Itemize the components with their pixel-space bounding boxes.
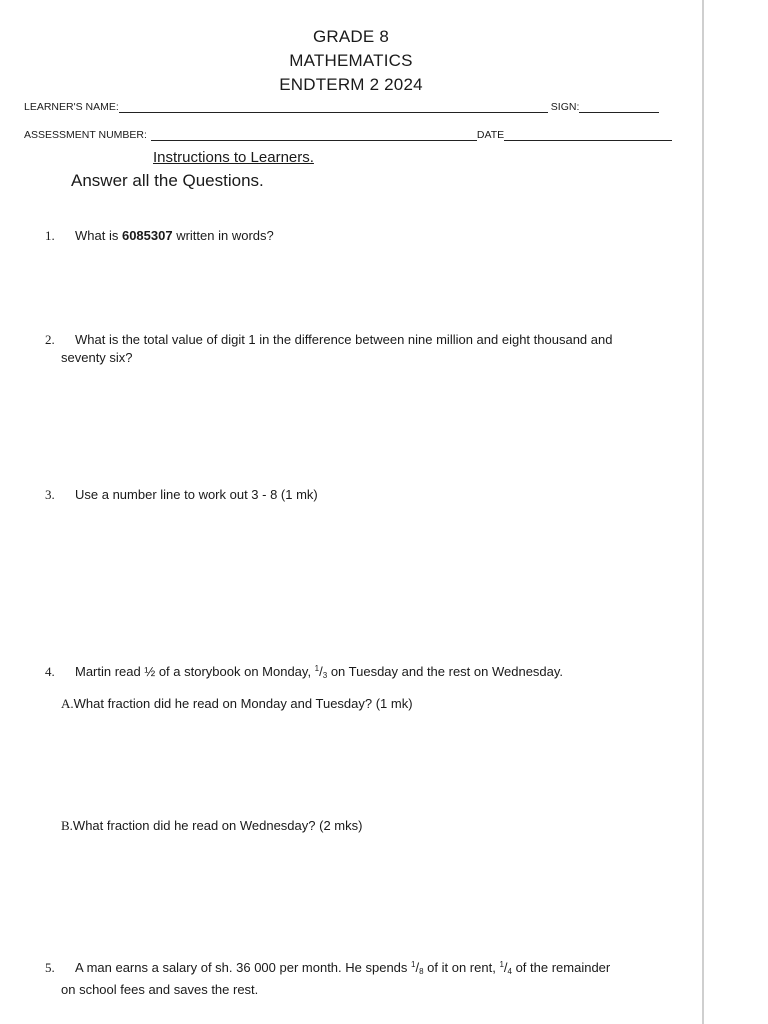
question-text: What is the total value of digit 1 in the difference between nine million and eight thousand and (75, 332, 613, 347)
question-text: on Tuesday and the rest on Wednesday. (327, 664, 564, 679)
fraction-one-quarter: $^1$/4 (499, 960, 512, 976)
part-letter: B. (61, 818, 73, 833)
date-label: DATE (476, 129, 505, 141)
question-number: 1. (45, 228, 55, 243)
exam-heading: ENDTERM 2 2024 (279, 75, 423, 94)
question-4-part-b (61, 818, 362, 834)
part-text: What fraction did he read on Monday and Tuesday? (1 mk) (73, 696, 413, 711)
question-text-continued: seventy six? (61, 350, 133, 365)
question-5 (45, 956, 685, 999)
grade-heading: GRADE 8 (312, 27, 390, 46)
question-3 (45, 486, 685, 504)
question-text: Martin read ½ of a storybook on Monday, (75, 664, 315, 679)
question-text: written in words? (172, 228, 274, 243)
learner-name-row (24, 101, 659, 113)
subject-heading: MATHEMATICS (289, 51, 413, 70)
assessment-number-label: ASSESSMENT NUMBER: (24, 129, 147, 141)
question-text: of it on rent, (423, 960, 500, 975)
fraction-one-third: $^1$/3 (314, 664, 328, 680)
question-number: 3. (45, 487, 55, 502)
instructions-text: Answer all the Questions. (71, 171, 264, 190)
question-1 (45, 227, 685, 245)
question-number: 5. (45, 960, 55, 975)
question-text: A man earns a salary of sh. 36 000 per month. He spends (75, 960, 412, 975)
question-text-continued: on school fees and saves the rest. (61, 982, 259, 997)
learner-name-label: LEARNER'S NAME: (24, 101, 119, 113)
question-4 (45, 660, 685, 685)
question-number: 2. (45, 332, 55, 347)
date-field[interactable] (504, 129, 672, 141)
sign-label: SIGN: (550, 101, 580, 113)
viewer-margin (704, 0, 768, 1024)
sign-field[interactable] (579, 101, 659, 113)
learner-name-field[interactable] (119, 101, 548, 113)
question-number-value: 6085307 (121, 228, 173, 243)
question-text: of the remainder (511, 960, 611, 975)
question-4-part-a (61, 696, 413, 712)
question-text: What is (75, 228, 122, 243)
part-text: What fraction did he read on Wednesday? (2 mks) (72, 818, 363, 833)
fraction-one-eighth: $^1$/8 (411, 960, 424, 976)
question-text: Use a number line to work out 3 - 8 (1 mk) (75, 487, 318, 502)
question-2 (45, 331, 685, 367)
part-letter: A. (61, 696, 74, 711)
instructions-title: Instructions to Learners. (153, 149, 314, 166)
question-number: 4. (45, 664, 55, 679)
assessment-number-field[interactable] (151, 129, 477, 141)
assessment-row (24, 129, 672, 141)
